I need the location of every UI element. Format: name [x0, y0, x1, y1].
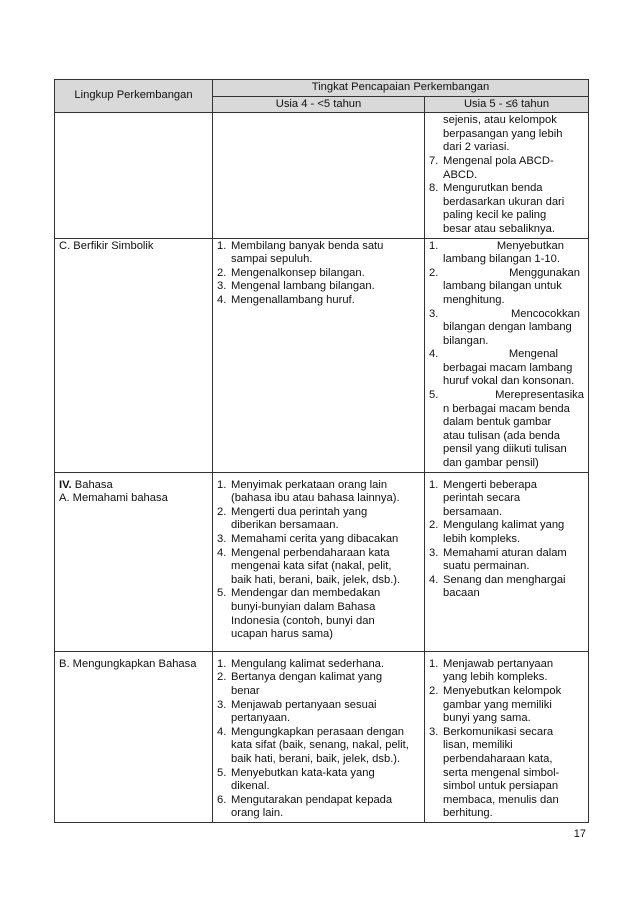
list-item: 2. Menggunakan lambang bilangan untuk menghitung.	[429, 266, 580, 306]
list-item: 2. Menyebutkan kelompok gambar yang memiliki bunyi yang sama.	[429, 684, 562, 725]
list-item: 1. Mengulang kalimat sederhana.	[217, 657, 384, 670]
list-item: 4. Mengungkapkan perasaan dengan kata sifat (baik, senang, nakal, pelit, baik hati, berani, baik, jelek, dsb.).	[217, 725, 409, 765]
cont-line: berpasangan yang lebih	[443, 127, 563, 140]
list-item: 2. Mengerti dua perintah yang diberikan bersamaan.	[217, 505, 368, 532]
list-item: 5. Menyebutkan kata-kata yang dikenal.	[217, 766, 375, 793]
cell-age2	[425, 472, 589, 651]
header-tingkat: Tingkat Pencapaian Perkembangan	[213, 80, 589, 97]
list-item: 1. Membilang banyak benda satu sampai sepuluh.	[217, 239, 384, 266]
section-number: IV.	[59, 478, 72, 491]
list-item: 1. Menyebutkan lambang bilangan 1-10.	[429, 239, 564, 266]
empty-cell	[55, 113, 213, 238]
cell-age2	[425, 651, 589, 822]
list-item: 7. Mengenal pola ABCD- ABCD.	[429, 154, 554, 181]
table-row	[55, 113, 589, 238]
subsection-title: A. Memahami bahasa	[59, 492, 168, 505]
page-number: 17	[573, 828, 586, 840]
list-item: 2. Bertanya dengan kalimat yang benar	[217, 671, 383, 697]
cell-age1	[213, 472, 425, 651]
list-item: 1. Mengerti beberapa perintah secara bersamaan.	[429, 478, 537, 518]
list-item: 3. Mengenal lambang bilangan.	[217, 280, 375, 293]
list-item: 3. Berkomunikasi secara lisan, memiliki perbendaharaan kata, serta mengenal simbol- simbol untuk persiapan membaca, menulis dan berhitung.	[429, 725, 560, 820]
row-label: B. Mengungkapkan Bahasa	[55, 651, 213, 822]
table-row	[55, 472, 589, 651]
list-item: 1. Menyimak perkataan orang lain (bahasa ibu atau bahasa lainnya).	[217, 478, 400, 505]
header-lingkup: Lingkup Perkembangan	[55, 80, 213, 113]
cont-line: sejenis, atau kelompok	[443, 114, 557, 127]
empty-cell	[213, 113, 425, 238]
row-label: C. Berfikir Simbolik	[55, 238, 213, 472]
list-item: 8. Mengurutkan benda berdasarkan ukuran dari paling kecil ke paling besar atau sebaliknya.	[429, 182, 565, 235]
cont-line: dari 2 variasi.	[443, 141, 510, 154]
list-item: 1. Menjawab pertanyaan yang lebih kompleks.	[429, 657, 554, 684]
header-age-4-5: Usia 4 - <5 tahun	[213, 96, 425, 113]
list-item: 4. Senang dan menghargai bacaan	[429, 573, 566, 600]
cell-age1	[213, 238, 425, 472]
list-item: 4. Mengenal perbendaharaan kata mengenai kata sifat (nakal, pelit, baik hati, berani, baik, jelek, dsb.).	[217, 546, 401, 586]
list-item: 5. Merepresentasika n berbagai macam benda dalam bentuk gambar atau tulisan (ada benda pensil yang diikuti tulisan dan gambar pensil)	[429, 389, 584, 470]
list-item: 3. Mencocokkan bilangan dengan lambang bilangan.	[429, 307, 580, 347]
cell-continuation	[425, 113, 589, 238]
list-item: 3. Menjawab pertanyaan sesuai pertanyaan.	[217, 698, 377, 725]
cell-age1	[213, 651, 425, 822]
list-item: 3. Memahami cerita yang dibacakan	[217, 533, 399, 545]
header-age-5-6: Usia 5 - ≤6 tahun	[425, 96, 589, 113]
section-title: Bahasa	[71, 478, 113, 491]
list-item: 5. Mendengar dan membedakan bunyi-bunyian dalam Bahasa Indonesia (contoh, bunyi dan ucapan harus sama)	[217, 587, 381, 641]
list-item: 3. Memahami aturan dalam suatu permainan.	[429, 546, 567, 573]
row-label	[55, 472, 213, 651]
list-item: 2. Mengenalkonsep bilangan.	[217, 266, 365, 279]
list-item: 6. Mengutarakan pendapat kepada orang lain.	[217, 793, 393, 820]
development-table	[54, 79, 589, 823]
list-item: 2. Mengulang kalimat yang lebih kompleks.	[429, 519, 565, 545]
list-item: 4. Mengenallambang huruf.	[217, 293, 355, 306]
table-row	[55, 238, 589, 472]
table-row	[55, 651, 589, 822]
list-item: 4. Mengenal berbagai macam lambang huruf vokal dan konsonan.	[429, 348, 575, 388]
cell-age2	[425, 238, 589, 472]
